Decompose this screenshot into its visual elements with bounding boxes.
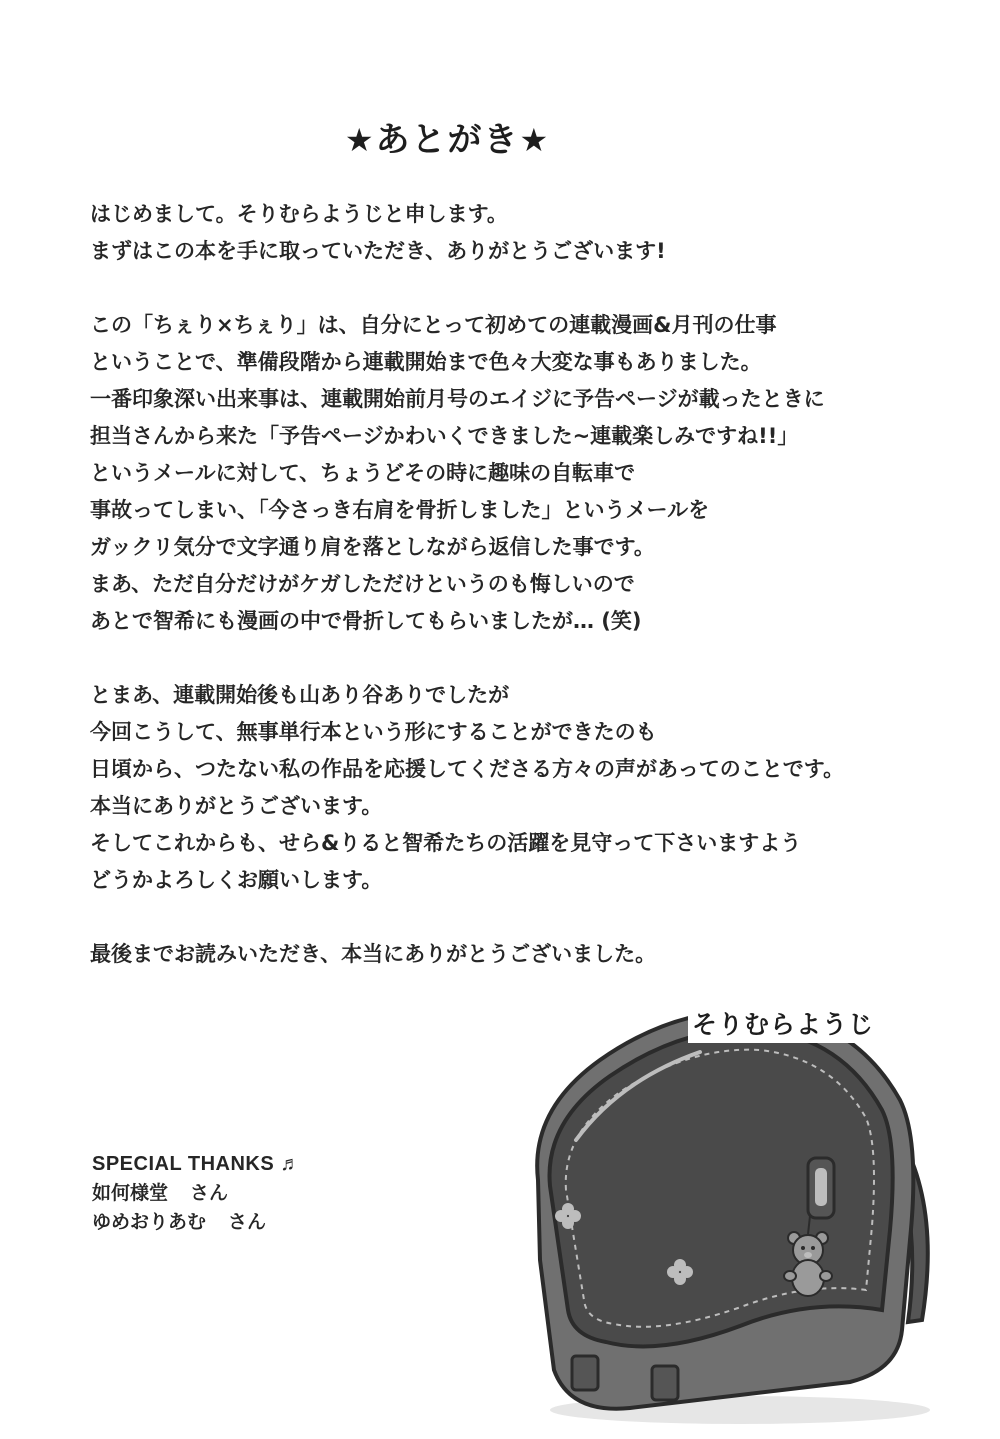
text-line: 日頃から、つたない私の作品を応援してくださる方々の声があってのことです。 — [90, 757, 845, 781]
page-title — [0, 112, 895, 161]
randoseru-illustration — [510, 990, 950, 1430]
thanks-entry — [92, 1179, 301, 1208]
music-note-icon: ♬ — [280, 1153, 301, 1175]
text-line: というメールに対して、ちょうどその時に趣味の自転車で — [90, 461, 636, 485]
text-line: ということで、準備段階から連載開始まで色々大変な事もありました。 — [90, 350, 762, 374]
text-line: まあ、ただ自分だけがケガしただけというのも悔しいので — [90, 572, 635, 596]
thanks-honorific: さん — [190, 1182, 229, 1204]
text-line: 一番印象深い出来事は、連載開始前月号のエイジに予告ページが載ったときに — [90, 387, 825, 411]
special-thanks-heading-text: SPECIAL THANKS — [92, 1153, 275, 1175]
text-line: まずはこの本を手に取っていただき、ありがとうございます! — [90, 239, 666, 263]
text-line: どうかよろしくお願いします。 — [90, 868, 383, 892]
special-thanks-heading — [92, 1150, 301, 1179]
paragraph-closing — [90, 936, 940, 973]
text-line: 本当にありがとうございます。 — [90, 794, 383, 818]
thanks-entry — [92, 1208, 301, 1237]
side-buckle — [572, 1356, 598, 1390]
text-line: 最後までお読みいただき、本当にありがとうございました。 — [90, 942, 657, 966]
paragraph-thanks — [90, 677, 940, 899]
paragraph-greeting — [90, 196, 940, 270]
special-thanks — [92, 1150, 301, 1237]
text-line: あとで智希にも漫画の中で骨折してもらいましたが… (笑) — [90, 609, 642, 633]
thanks-name: 如何様堂 — [92, 1182, 169, 1204]
text-line: とまあ、連載開始後も山あり谷ありでしたが — [90, 683, 510, 707]
text-line: この「ちぇり×ちぇり」は、自分にとって初めての連載漫画&月刊の仕事 — [90, 313, 777, 337]
text-line: そしてこれからも、せら&りると智希たちの活躍を見守って下さいますよう — [90, 831, 802, 855]
text-line: 担当さんから来た「予告ページかわいくできました~連載楽しみですね!!」 — [90, 424, 799, 448]
text-line: はじめまして。そりむらようじと申します。 — [90, 202, 508, 226]
thanks-honorific: さん — [228, 1211, 267, 1233]
thanks-name: ゆめおりあむ — [92, 1211, 207, 1233]
paragraph-story — [90, 307, 940, 640]
author-signature: そりむらようじ — [688, 1003, 878, 1043]
page-title-text: あとがき — [375, 120, 520, 160]
afterword-body — [90, 196, 940, 1010]
text-line: 事故ってしまい、「今さっき右肩を骨折しました」というメールを — [90, 498, 710, 522]
text-line: ガックリ気分で文字通り肩を落としながら返信した事です。 — [90, 535, 655, 559]
text-line: 今回こうして、無事単行本という形にすることができたのも — [90, 720, 657, 744]
side-buckle — [652, 1366, 678, 1400]
star-icon-left: ★ — [344, 121, 376, 159]
clasp-inner — [815, 1168, 827, 1206]
star-icon-right: ★ — [519, 121, 551, 159]
